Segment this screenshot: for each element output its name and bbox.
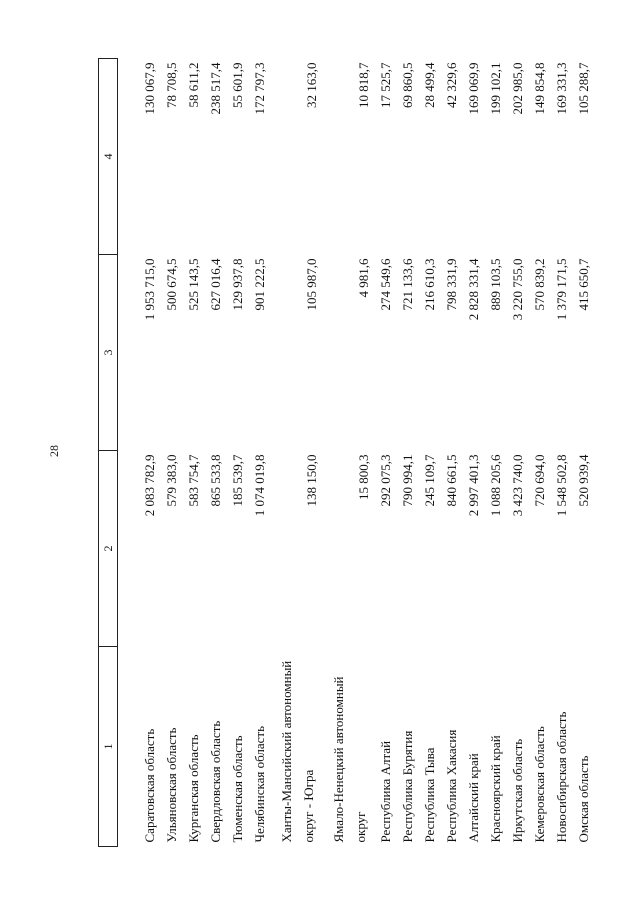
table-row [118,59,159,847]
table-row [158,59,180,847]
column-header-1: 1 [99,647,118,847]
region-name: Ульяновская область [164,727,179,843]
table-row [180,59,202,847]
regional-data-table [98,58,592,847]
region-name: Республика Тыва [422,747,437,843]
table-body [118,59,593,847]
column-header-4: 4 [99,59,118,255]
value-column-2: 790 994,1 [400,454,415,507]
value-column-4: 78 708,5 [164,62,179,108]
value-column-3: 4 981,6 [356,258,371,298]
region-name: Тюменская область [230,735,245,843]
value-column-3: 3 220 755,0 [510,258,525,321]
region-name: Омская область [576,755,591,843]
region-name: Иркутская область [510,738,525,843]
region-name: Республика Бурятия [400,730,415,843]
region-name: Красноярский край [488,735,503,843]
region-name: Республика Алтай [378,740,393,843]
table-row [416,59,438,847]
value-column-4: 58 611,2 [186,62,201,108]
table-row [320,59,372,847]
region-name: Свердловская область [208,720,223,843]
region-name: Новосибирская область [554,711,569,843]
value-column-4: 202 985,0 [510,62,525,115]
value-column-3: 901 222,5 [252,258,267,311]
value-column-3: 2 828 331,4 [466,258,481,321]
column-header-3: 3 [99,255,118,451]
value-column-2: 520 939,4 [576,454,591,507]
table-row [548,59,570,847]
value-column-4: 149 854,8 [532,62,547,115]
value-column-2: 583 754,7 [186,454,201,507]
table-row [246,59,268,847]
value-column-2: 292 075,3 [378,454,393,507]
value-column-3: 105 987,0 [304,258,319,311]
table-row [372,59,394,847]
value-column-2: 579 383,0 [164,454,179,507]
table-row [438,59,460,847]
table-row [482,59,504,847]
value-column-4: 69 860,5 [400,62,415,108]
table-row [268,59,320,847]
value-column-3: 216 610,3 [422,258,437,311]
value-column-3: 721 133,6 [400,258,415,311]
page-number: 28 [47,445,61,457]
region-name: Курганская область [186,734,201,843]
value-column-3: 627 016,4 [208,258,223,311]
table-row [224,59,246,847]
region-name: Республика Хакасия [444,729,459,843]
value-column-2: 2 997 401,3 [466,454,481,517]
value-column-4: 172 797,3 [252,62,267,115]
value-column-2: 1 548 502,8 [554,454,569,517]
value-column-4: 238 517,4 [208,62,223,115]
value-column-2: 3 423 740,0 [510,454,525,517]
value-column-3: 1 379 171,5 [554,258,569,321]
value-column-3: 415 650,7 [576,258,591,311]
table-row [202,59,224,847]
value-column-2: 1 088 205,6 [488,454,503,517]
table-row [504,59,526,847]
header-row [99,59,118,847]
value-column-4: 169 331,3 [554,62,569,115]
value-column-3: 1 953 715,0 [142,258,157,321]
region-name: Кемеровская область [532,726,547,843]
value-column-3: 525 143,5 [186,258,201,311]
value-column-4: 17 525,7 [378,62,393,108]
value-column-4: 10 818,7 [356,62,371,108]
value-column-4: 28 499,4 [422,62,437,108]
value-column-4: 130 067,9 [142,62,157,115]
value-column-2: 840 661,5 [444,454,459,507]
value-column-2: 138 150,0 [304,454,319,507]
region-name: Алтайский край [466,753,481,843]
value-column-4: 55 601,9 [230,62,245,108]
region-name: Ямало-Ненецкий автономный округ [331,676,368,843]
value-column-2: 720 694,0 [532,454,547,507]
table-row [526,59,548,847]
value-column-4: 169 069,9 [466,62,481,115]
value-column-2: 185 539,7 [230,454,245,507]
column-header-2: 2 [99,451,118,647]
table-row [394,59,416,847]
value-column-2: 2 083 782,9 [142,454,157,517]
value-column-3: 570 839,2 [532,258,547,311]
value-column-2: 865 533,8 [208,454,223,507]
value-column-2: 245 109,7 [422,454,437,507]
table-container [98,59,591,847]
region-name: Саратовская область [142,728,157,843]
value-column-3: 798 331,9 [444,258,459,311]
value-column-4: 199 102,1 [488,62,503,115]
table-row [570,59,592,847]
region-name: Ханты-Мансийский автономный округ - Югра [279,660,316,843]
value-column-3: 129 937,8 [230,258,245,311]
value-column-3: 889 103,5 [488,258,503,311]
region-name: Челябинская область [252,725,267,843]
value-column-3: 274 549,6 [378,258,393,311]
value-column-4: 42 329,6 [444,62,459,108]
value-column-2: 15 800,3 [356,454,371,500]
value-column-4: 105 288,7 [576,62,591,115]
value-column-4: 32 163,0 [304,62,319,108]
table-row [460,59,482,847]
value-column-3: 500 674,5 [164,258,179,311]
value-column-2: 1 074 019,8 [252,454,267,517]
